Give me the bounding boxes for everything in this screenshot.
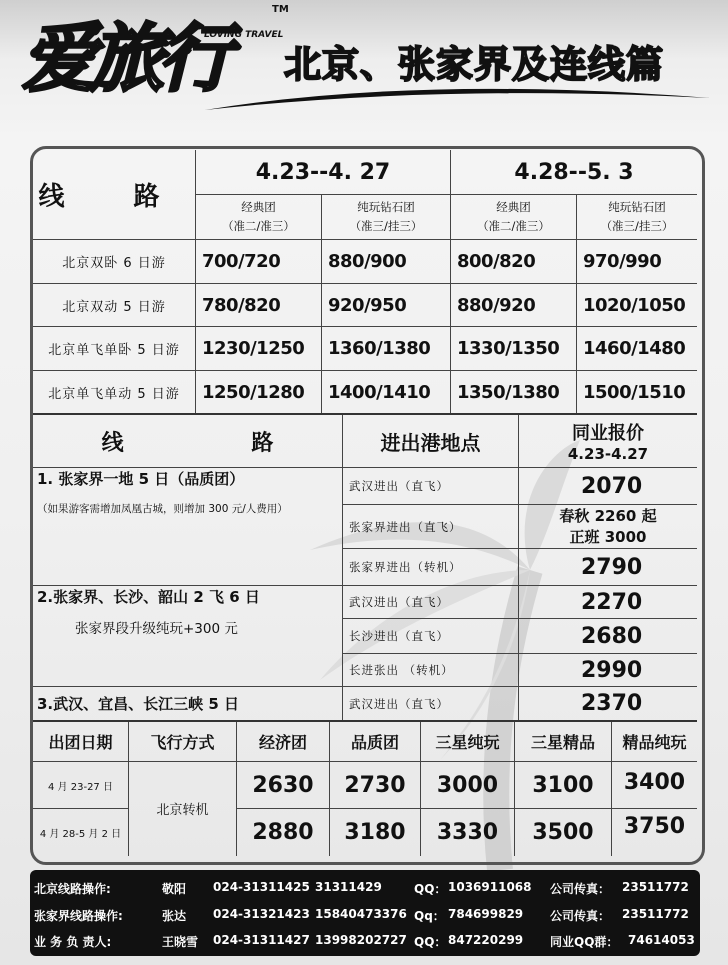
table3-header: 经济团 (258, 732, 307, 752)
route-name: 北京双动 5 日游 (62, 299, 166, 315)
grid-line (33, 326, 697, 327)
price-cell: 920/950 (328, 294, 407, 316)
price-cell: 970/990 (583, 251, 662, 272)
contact-fax: 74614053 (628, 933, 695, 947)
price-cell: 3750 (623, 813, 686, 839)
price-cell: 1360/1380 (328, 338, 431, 359)
price-cell: 880/900 (328, 251, 407, 272)
grid-line (33, 239, 697, 240)
table3-header: 飞行方式 (150, 732, 215, 752)
port-header: 进出港地点 (380, 430, 481, 455)
tour-title: 2.张家界、长沙、韶山 2 飞 6 日 (37, 588, 260, 606)
group-note: （准二/准三） (222, 218, 295, 233)
trademark: TM (272, 4, 289, 15)
fax-label: 同业QQ群： (550, 935, 619, 949)
contact-fax: 23511772 (622, 880, 689, 894)
grid-line (576, 195, 577, 413)
grid-line (33, 808, 129, 809)
price-header-title: 同业报价 (572, 423, 644, 444)
group-name: 经典团 (241, 199, 276, 214)
grid-line (33, 761, 697, 762)
group-note: （准三/挂三） (349, 218, 423, 233)
grid-line (33, 467, 697, 468)
contact-role: 业 务 负 责人: (34, 935, 112, 949)
group-header (196, 195, 321, 238)
contact-name: 张达 (162, 909, 187, 923)
group-header (577, 195, 697, 238)
tour-title: 3.武汉、宜昌、长江三峡 5 日 (37, 695, 240, 713)
table3-header: 三星精品 (530, 732, 595, 752)
grid-line (343, 504, 697, 505)
grid-line (342, 415, 343, 720)
port-cell: 张家界进出（直飞） (349, 519, 462, 534)
port-cell: 武汉进出（直飞） (349, 479, 449, 493)
price-cell: 1460/1480 (583, 338, 686, 359)
tour-title: 1. 张家界一地 5 日（品质团） (37, 470, 245, 488)
contact-role: 张家界线路操作: (34, 909, 123, 923)
contact-name: 王晓雪 (162, 935, 199, 949)
grid-line (343, 653, 697, 654)
price-cell: 700/720 (202, 251, 281, 272)
grid-line (611, 722, 612, 856)
logo-subtitle: LOVING TRAVEL (204, 30, 284, 40)
price-cell: 3500 (532, 819, 594, 845)
quote-price: 2790 (581, 554, 643, 580)
contact-phone: 024-31311425 (213, 880, 310, 894)
group-header (322, 195, 450, 238)
grid-line (236, 722, 237, 856)
grid-line (196, 194, 697, 195)
grid-line (329, 722, 330, 856)
route-name: 北京单飞单动 5 日游 (48, 386, 180, 402)
group-note: （准三/挂三） (600, 218, 674, 233)
contact-phone: 31311429 (315, 880, 382, 894)
contact-footer (30, 870, 700, 956)
contact-row (30, 903, 700, 928)
contact-phone: 15840473376 (315, 907, 407, 921)
logo-text: 爱旅行 (22, 16, 226, 102)
table3-header: 品质团 (350, 732, 399, 752)
price-cell: 2730 (344, 772, 406, 798)
qq-label: QQ： (414, 882, 447, 896)
contact-row (30, 876, 700, 901)
grid-line (514, 722, 515, 856)
grid-line (33, 283, 697, 284)
contact-name: 敬阳 (162, 882, 187, 896)
price-cell: 2880 (252, 819, 314, 845)
group-header (451, 195, 576, 238)
price-cell: 1400/1410 (328, 381, 431, 403)
price-cell: 3330 (436, 819, 499, 845)
grid-line (128, 722, 129, 856)
group-name: 经典团 (496, 199, 531, 214)
tour-note: 张家界段升级纯玩+300 元 (75, 621, 238, 637)
port-cell: 张家界进出（转机） (349, 560, 462, 574)
qq-label: Qq： (414, 909, 445, 923)
contact-qq: 784699829 (448, 907, 524, 921)
table3-header: 精品纯玩 (622, 732, 687, 752)
port-cell: 长进张出 （转机） (349, 663, 454, 677)
flight-method: 北京转机 (156, 803, 209, 818)
price-header-dates: 4.23-4.27 (567, 445, 649, 463)
price-cell: 1020/1050 (583, 294, 686, 316)
price-header (519, 415, 697, 467)
contact-phone: 13998202727 (315, 933, 407, 947)
port-cell: 长沙进出（直飞） (349, 629, 449, 643)
price-cell: 3400 (623, 769, 686, 795)
price-cell: 800/820 (457, 251, 536, 272)
fax-label: 公司传真： (550, 882, 611, 896)
contact-qq: 847220299 (448, 933, 524, 947)
quote-price-line: 正班 3000 (569, 527, 647, 546)
price-cell: 3000 (436, 772, 499, 798)
quote-price: 2270 (581, 589, 643, 615)
price-cell: 1250/1280 (202, 381, 305, 403)
tour-item (33, 687, 342, 720)
group-name: 纯玩钻石团 (608, 199, 666, 214)
contact-row (30, 929, 700, 954)
price-cell: 1500/1510 (583, 381, 686, 403)
quote-price: 2370 (581, 691, 643, 716)
grid-line (450, 150, 451, 413)
swoosh-decoration (200, 80, 720, 120)
contact-role: 北京线路操作: (34, 882, 111, 896)
qq-label: QQ： (414, 935, 447, 949)
contact-fax: 23511772 (622, 907, 689, 921)
price-cell: 1350/1380 (457, 381, 560, 403)
grid-line (420, 722, 421, 856)
price-cell: 880/920 (457, 294, 536, 316)
fax-label: 公司传真： (550, 909, 611, 923)
quote-price: 2070 (581, 473, 643, 499)
price-cell: 2630 (252, 772, 314, 798)
tour-note: （如果游客需增加凤凰古城，则增加 300 元/人费用） (37, 503, 288, 515)
depart-date: 4 月 28-5 月 2 日 (39, 828, 122, 840)
tour-item (33, 468, 342, 584)
table2-route-header: 线 路 (101, 430, 334, 456)
quote-price (519, 505, 697, 548)
route-name: 北京单飞单卧 5 日游 (48, 343, 180, 358)
quote-price: 2680 (581, 623, 643, 649)
grid-line (237, 808, 697, 809)
price-cell: 3180 (344, 819, 406, 845)
port-cell: 武汉进出（直飞） (349, 696, 449, 711)
contact-phone: 024-31321423 (213, 907, 310, 921)
price-cell: 1330/1350 (457, 338, 560, 359)
grid-line (195, 150, 196, 413)
grid-line (343, 548, 697, 549)
price-cell: 3100 (532, 772, 594, 798)
grid-line (33, 585, 697, 586)
port-cell: 武汉进出（直飞） (349, 595, 449, 609)
table3-header: 三星纯玩 (435, 732, 500, 752)
route-name: 北京双卧 6 日游 (62, 256, 166, 271)
group-name: 纯玩钻石团 (357, 199, 415, 214)
table1-route-header: 线 路 (38, 181, 190, 212)
quote-price: 2990 (581, 657, 643, 683)
grid-line (33, 686, 697, 687)
grid-line (321, 195, 322, 413)
group-note: （准二/准三） (477, 218, 550, 233)
table3-header: 出团日期 (48, 732, 113, 752)
page-title: 北京、张家界及连线篇 (284, 43, 664, 86)
period1-dates: 4.23--4. 27 (255, 159, 391, 185)
quote-price-line: 春秋 2260 起 (559, 506, 657, 525)
period2-dates: 4.28--5. 3 (514, 159, 634, 185)
price-cell: 780/820 (202, 294, 281, 316)
grid-line (33, 370, 697, 371)
contact-phone: 024-31311427 (213, 933, 310, 947)
contact-qq: 1036911068 (448, 880, 532, 894)
depart-date: 4 月 23-27 日 (48, 781, 113, 793)
grid-line (518, 415, 519, 720)
price-cell: 1230/1250 (202, 338, 305, 359)
tour-item (33, 586, 342, 686)
grid-line (343, 618, 697, 619)
